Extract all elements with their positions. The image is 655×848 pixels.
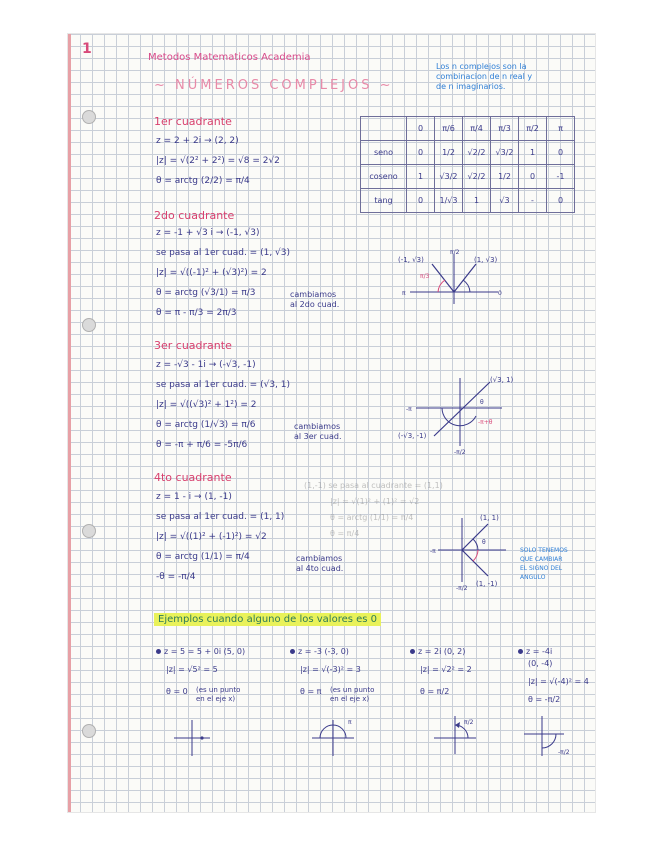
axis-label-pi: -π [430,548,436,555]
notebook-page [68,34,595,812]
bullet-dot [410,649,415,654]
table-cell: 1/√3 [435,189,463,213]
mirror-label: (1, 1) [480,514,499,522]
table-cell: 0 [407,141,435,165]
example-note-line: (es un punto [196,686,241,694]
q4-sketch [430,510,510,590]
angle-arc [473,539,478,550]
page-title: Metodos Matematicos Academia [148,52,311,63]
example-expr-text: z = 2i (0, 2) [418,647,466,656]
bleed-through-text: (1,-1) se pasa al cuadrante = (1,1) [304,481,443,490]
table-cell: -1 [547,165,575,189]
q3-note-line: al 3er cuad. [294,432,342,441]
q3-line: θ = -π + π/6 = -5π/6 [156,440,248,450]
angle-label: π/3 [420,273,430,280]
example-note-line: (es un punto [330,686,375,694]
table-row [361,165,575,189]
arrow-head [455,722,460,728]
example-mod: |z| = √(-4)² = 4 [528,677,589,686]
q3-line: se pasa al 1er cuad. = (√3, 1) [156,380,291,390]
q2-line: z = -1 + √3 i → (-1, √3) [156,228,260,238]
page-number: 1 [82,41,92,57]
table-corner [361,117,407,141]
q1-line: |z| = √(2² + 2²) = √8 = 2√2 [156,156,280,166]
binder-hole [82,318,96,332]
binder-hole [82,724,96,738]
q2-heading: 2do cuadrante [154,209,235,222]
q2-line: se pasa al 1er cuad. = (1, √3) [156,248,291,258]
q1-heading: 1er cuadrante [154,115,232,128]
q2-note [290,290,339,310]
side-note-line: EL SIGNO DEL [520,565,563,572]
table-header-cell: π/4 [463,117,491,141]
angle-arc [542,734,556,748]
mirror-label: (√3, 1) [490,376,514,384]
axis-label-bottom: -π/2 [454,449,466,456]
bullet-dot [156,649,161,654]
table-cell: 1 [407,165,435,189]
table-cell: √2/2 [463,141,491,165]
example-theta: θ = -π/2 [528,695,561,704]
q2-note-line: al 2do cuad. [290,300,340,309]
example-expr-text: z = -4i [526,647,553,656]
table-header-cell: 0 [407,117,435,141]
q4-line: se pasa al 1er cuad. = (1, 1) [156,512,285,522]
angle-arc [455,725,468,738]
q4-note-line: al 4to cuad. [296,564,344,573]
example-expr [518,646,552,657]
q4-note-line: cambiamos [296,554,343,563]
example-expr [290,646,349,657]
bullet-dot [290,649,295,654]
angle-label: θ [480,399,484,406]
axis-label-bottom: -π/2 [456,585,468,592]
example-note-line: en el eje x) [196,695,236,703]
table-header-cell: π/6 [435,117,463,141]
q4-side-note [520,546,568,582]
bleed-through-text: |z| = √(1)² + (1)² = √2 [330,497,420,506]
q3-heading: 3er cuadrante [154,339,232,352]
q4-line: -θ = -π/4 [156,572,196,582]
angle-label-neg: -π+θ [478,419,493,426]
mirror-label: (1, √3) [474,256,498,264]
page-margin-line [68,34,71,812]
row-label: tang [361,189,407,213]
table-cell: 1/2 [435,141,463,165]
q3-line: |z| = √((√3)² + 1²) = 2 [156,400,257,410]
intro-note-line: combinacion de n real y [436,72,533,81]
q2-line: θ = π - π/3 = 2π/3 [156,308,237,318]
example-sketch [520,714,580,762]
axis-label-pi: π [402,290,406,297]
axis-label-pi: -π [406,406,412,413]
table-row [361,189,575,213]
binder-hole [82,110,96,124]
table-cell: √2/2 [463,165,491,189]
example-sketch [172,718,212,758]
intro-note [436,62,532,92]
q2-line: θ = arctg (√3/1) = π/3 [156,288,256,298]
q4-heading: 4to cuadrante [154,471,232,484]
mirror-vector-line [462,524,488,550]
side-note-line: QUE CAMBIAR [520,556,563,563]
angle-label: θ [482,539,486,546]
angle-arc [438,280,445,292]
table-header-cell: π/3 [491,117,519,141]
bleed-through-text: θ = arctg (1/1) = π/4 [330,513,414,522]
q2-line: |z| = √((-1)² + (√3)²) = 2 [156,268,267,278]
example-note [330,686,374,704]
table-cell: 0 [547,141,575,165]
q3-line: z = -√3 - 1i → (-√3, -1) [156,360,256,370]
side-note-line: ANGULO [520,574,546,581]
intro-note-line: de n imaginarios. [436,82,506,91]
angle-label: π [348,719,352,726]
table-cell: 0 [547,189,575,213]
mirror-vector-line [454,264,476,292]
table-cell: - [519,189,547,213]
q4-note [296,554,343,574]
side-note-line: SOLO TENEMOS [520,547,568,554]
q3-note [294,422,342,442]
q2-sketch [398,249,508,312]
point-label: (-√3, -1) [398,432,427,440]
q2-note-line: cambiamos [290,290,337,299]
example-note [196,686,240,704]
intro-note-line: Los n complejos son la [436,62,527,71]
example-mod: |z| = √(-3)² = 3 [300,665,361,674]
table-cell: √3 [491,189,519,213]
table-cell: √3/2 [491,141,519,165]
angle-arc [473,550,478,561]
point-label: (-1, √3) [398,256,424,264]
point-label: (1, -1) [476,580,498,588]
q4-line: z = 1 - i → (1, -1) [156,492,232,502]
axis-label-top: π/2 [450,249,460,256]
vector-line [432,264,454,292]
trig-table-header [361,117,575,141]
bullet-dot [518,649,523,654]
angle-label: π/2 [464,719,474,726]
example-expr-text: z = 5 = 5 + 0i (5, 0) [164,647,246,656]
table-cell: √3/2 [435,165,463,189]
row-label: seno [361,141,407,165]
table-cell: 0 [519,165,547,189]
q1-line: θ = arctg (2/2) = π/4 [156,176,250,186]
row-label: coseno [361,165,407,189]
point-marker [200,736,203,739]
q1-line: z = 2 + 2i → (2, 2) [156,136,239,146]
table-cell: 1 [463,189,491,213]
table-header-cell: π/2 [519,117,547,141]
example-note-line: en el eje x) [330,695,370,703]
example-theta: θ = π/2 [420,687,450,696]
q4-line: |z| = √((1)² + (-1)²) = √2 [156,532,267,542]
table-row [361,141,575,165]
example-expr-text: z = -3 (-3, 0) [298,647,349,656]
example-sketch [430,712,484,756]
example-mod: |z| = √2² = 2 [420,665,472,674]
table-cell: 1 [519,141,547,165]
example-sub: (0, -4) [528,659,553,668]
trig-table [360,116,575,213]
example-theta: θ = 0 [166,687,188,696]
q3-sketch [398,376,518,456]
table-cell: 1/2 [491,165,519,189]
binder-hole [82,524,96,538]
example-mod: |z| = √5² = 5 [166,665,218,674]
vector-line [462,550,488,576]
angle-arc [463,280,470,292]
example-expr [410,646,465,657]
q3-line: θ = arctg (1/√3) = π/6 [156,420,256,430]
example-sketch [308,714,358,758]
angle-label: -π/2 [558,749,570,756]
examples-heading [154,614,381,626]
table-cell: 0 [407,189,435,213]
example-expr [156,646,245,657]
q3-note-line: cambiamos [294,422,341,431]
examples-heading-text: Ejemplos cuando alguno de los valores es 0 [154,613,381,626]
table-header-cell: π [547,117,575,141]
example-theta: θ = π [300,687,322,696]
q4-line: θ = arctg (1/1) = π/4 [156,552,250,562]
section-banner: ~ NÚMEROS COMPLEJOS ~ [154,78,394,93]
bleed-through-text: θ = π/4 [330,529,360,538]
axis-label-zero: 0 [498,290,502,297]
